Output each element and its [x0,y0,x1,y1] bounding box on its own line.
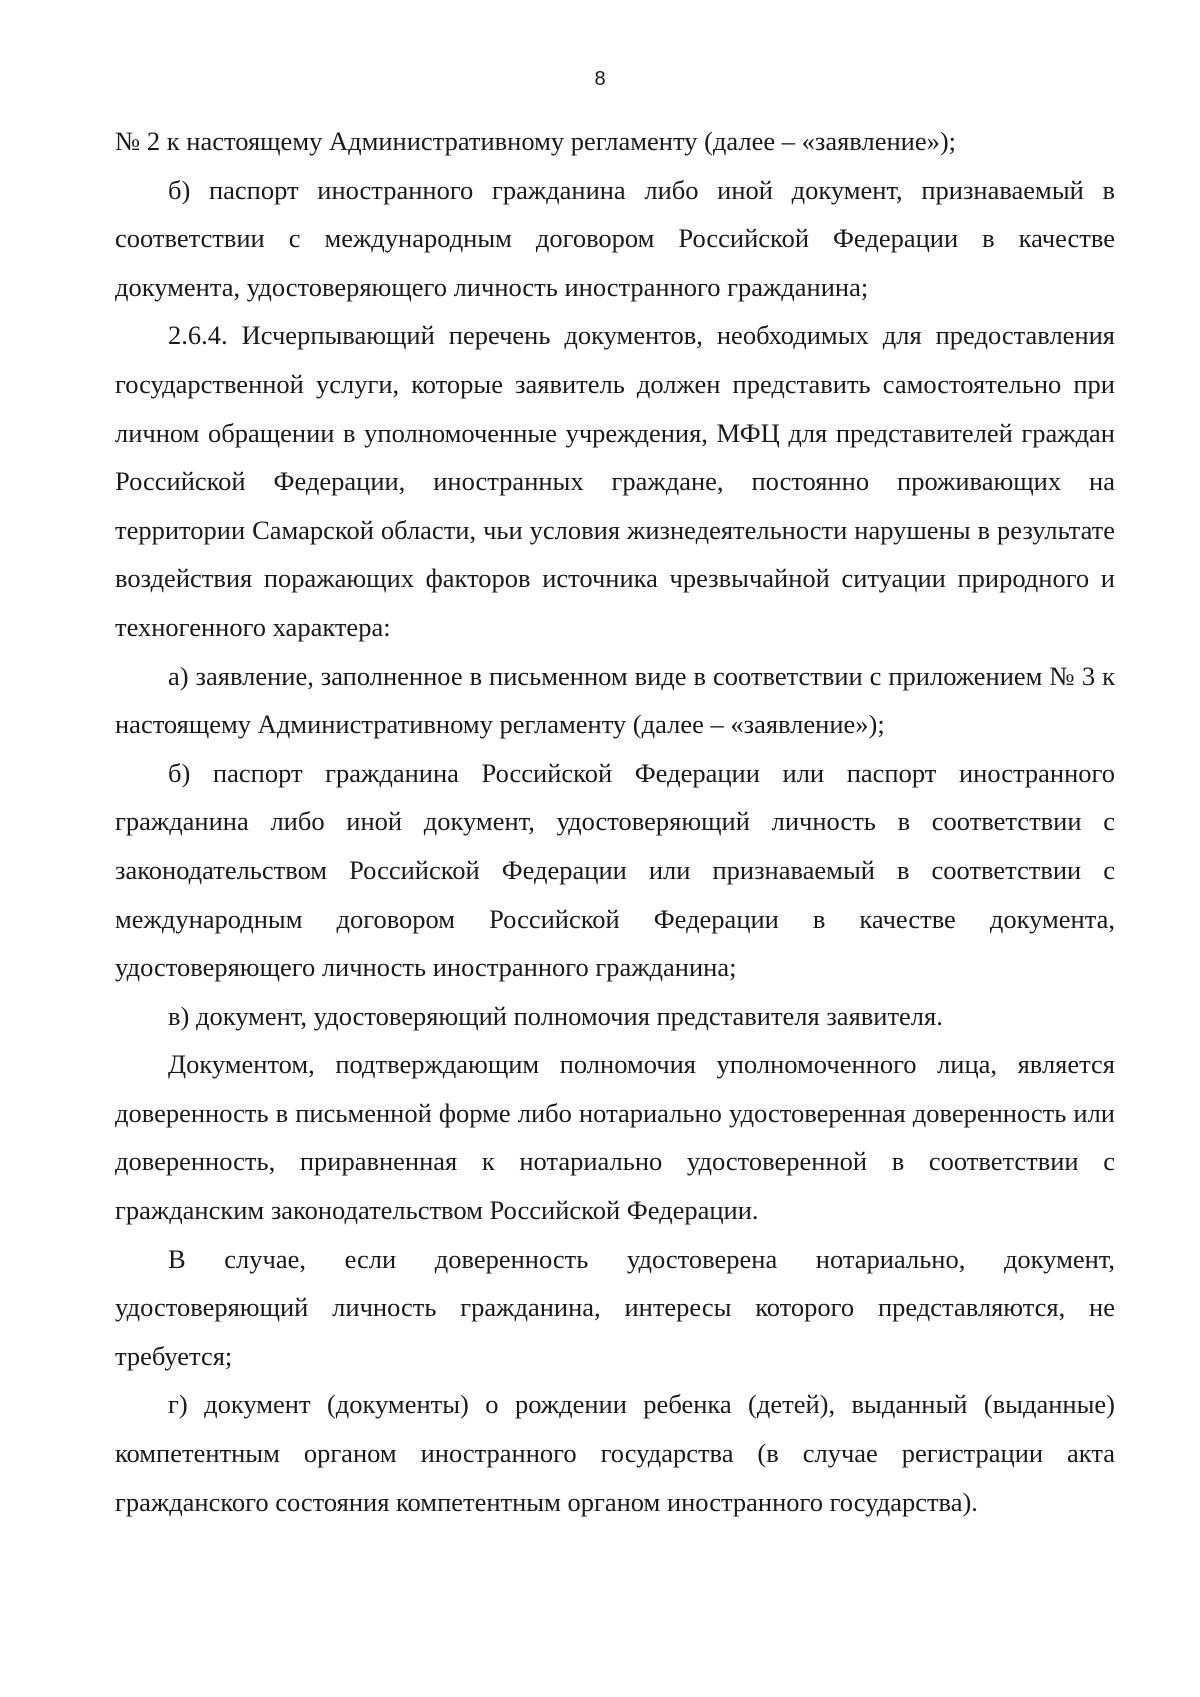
paragraph-item-a-application: а) заявление, заполненное в письменном виде в соответствии с приложением № 3 к настоящему Административному регламенту (далее – «заявление»); [115,660,1115,740]
paragraph-item-g-birth-document: г) документ (документы) о рождении ребенка (детей), выданный (выданные) компетентным органом иностранного государства (в случае регистрации акта гражданского состояния компетентным органом иностранного государства). [115,1389,1115,1517]
paragraph-power-of-attorney: Документом, подтверждающим полномочия уполномоченного лица, является доверенность в письменной форме либо нотариально удостоверенная доверенность или доверенность, приравненная к нотариально удостоверенной в соответствии с гражданским законодательством Российской Федерации. [115,1049,1115,1226]
paragraph-notarized-case: В случае, если доверенность удостоверена нотариально, документ, удостоверяющий личность гражданина, интересы которого представляются, не требуется; [115,1243,1115,1371]
paragraph-continuation: № 2 к настоящему Административному регламенту (далее – «заявление»); [115,126,957,156]
document-body [115,117,1115,1526]
paragraph-section-2-6-4: 2.6.4. Исчерпывающий перечень документов, необходимых для предоставления государственной услуги, которые заявитель должен представить самостоятельно при личном обращении в уполномоченные учреждения, МФЦ для представителей граждан Российской Федерации, иностранных граждане, постоянно проживающих на территории Самарской области, чьи условия жизнедеятельности нарушены в результате воздействия поражающих факторов источника чрезвычайной ситуации природного и техногенного характера: [115,320,1115,642]
paragraph-item-b-foreign-passport: б) паспорт иностранного гражданина либо иной документ, признаваемый в соответствии с международным договором Российской Федерации в качестве документа, удостоверяющего личность иностранного гражданина; [115,174,1115,302]
page-number: 8 [594,68,606,90]
paragraph-item-v-authority-document: в) документ, удостоверяющий полномочия представителя заявителя. [168,1000,943,1031]
paragraph-item-b-passport: б) паспорт гражданина Российской Федерации или паспорт иностранного гражданина либо иной документ, удостоверяющий личность в соответствии с законодательством Российской Федерации или признаваемый в соответствии с международным договором Российской Федерации в качестве документа, удостоверяющего личность иностранного гражданина; [115,757,1115,983]
